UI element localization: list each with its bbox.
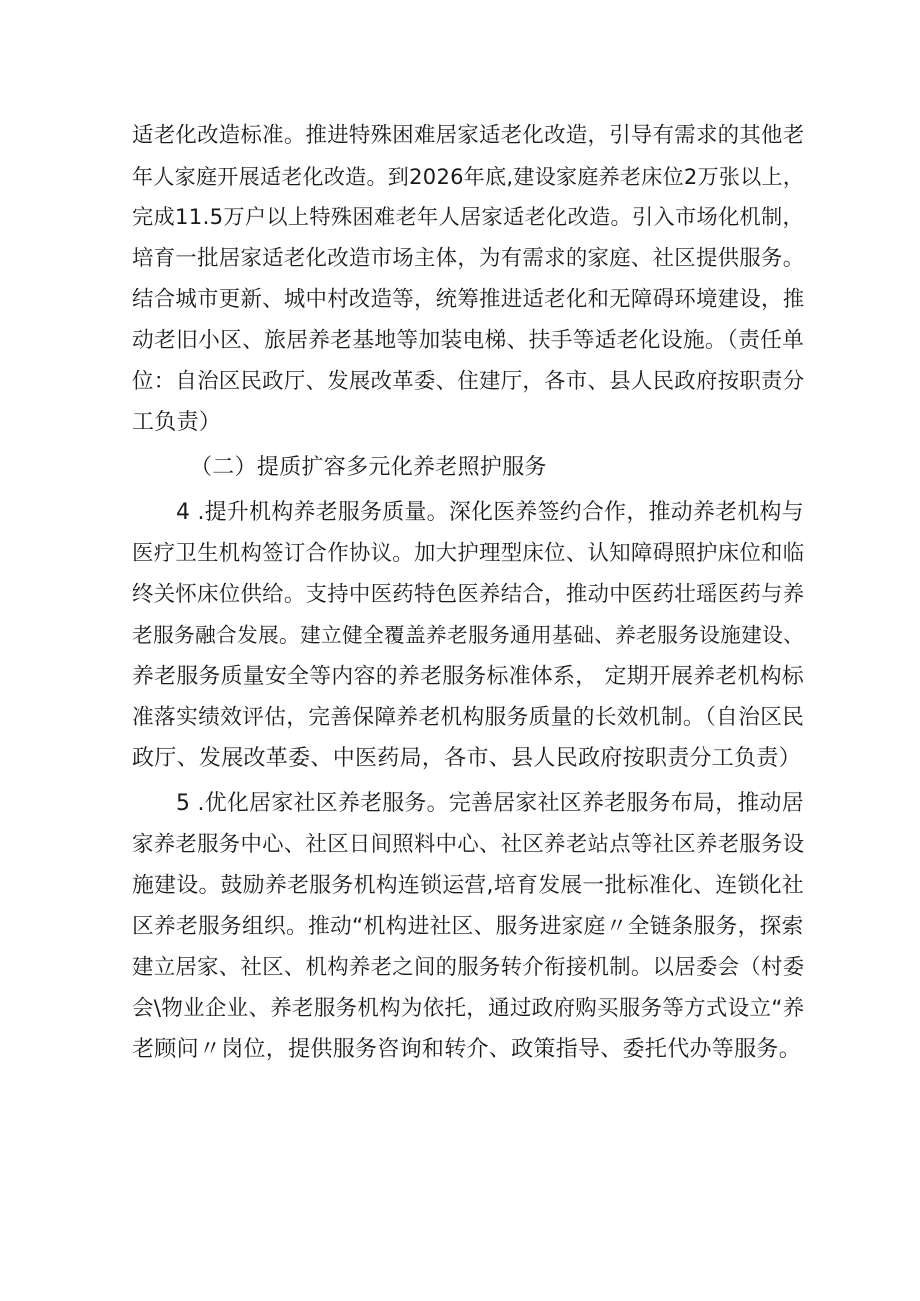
- text-line: 4 .提升机构养老服务质量。深化医养签约合作，推动养老机构与: [176, 500, 804, 525]
- text-line: 会\物业企业、养老服务机构为依托，通过政府购买服务等方式设立“养: [132, 996, 805, 1021]
- text-line: 政厅、发展改革委、中医药局，各市、县人民政府按职责分工负责）: [132, 746, 802, 771]
- text-line: 完成11.5万户以上特殊困难老年人居家适老化改造。引入市场化机制，: [132, 205, 804, 230]
- text-line: 终关怀床位供给。支持中医药特色医养结合，推动中医药壮瑶医药与养: [132, 582, 805, 607]
- paragraph-aging-renovation: [132, 115, 804, 443]
- text-line: 老服务融合发展。建立健全覆盖养老服务通用基础、养老服务设施建设、: [132, 623, 805, 647]
- text-line: 施建设。鼓励养老服务机构连锁运营,培育发展一批标准化、连锁化社: [132, 873, 805, 898]
- document-body: [132, 115, 804, 1070]
- text-line: 动老旧小区、旅居养老基地等加装电梯、扶手等适老化设施。（责任单: [132, 328, 805, 353]
- text-line: 家养老服务中心、社区日间照料中心、社区养老站点等社区养老服务设: [132, 832, 805, 857]
- paragraph-home-community: [132, 783, 804, 1070]
- text-line: 老顾问〃岗位，提供服务咨询和转介、政策指导、委托代办等服务。: [132, 1037, 802, 1062]
- paragraph-institution-quality: [132, 492, 804, 779]
- text-line: 医疗卫生机构签订合作协议。加大护理型床位、认知障碍照护床位和临: [132, 541, 805, 566]
- text-line: 准落实绩效评估，完善保障养老机构服务质量的长效机制。（自治区民: [132, 705, 805, 730]
- text-line: 养老服务质量安全等内容的养老服务标准体系， 定期开展养老机构标: [132, 664, 805, 689]
- text-line: 区养老服务组织。推动“机构进社区、服务进家庭〃全链条服务，探索: [132, 914, 804, 939]
- section-heading-2: （二）提质扩容多元化养老照护服务: [190, 455, 547, 480]
- text-line: 结合城市更新、城中村改造等，统筹推进适老化和无障碍环境建设，推: [132, 287, 805, 312]
- text-line: 年人家庭开展适老化改造。到2026年底,建设家庭养老床位2万张以上，: [132, 164, 805, 189]
- text-line: 5 .优化居家社区养老服务。完善居家社区养老服务布局，推动居: [176, 791, 804, 816]
- text-line: 培育一批居家适老化改造市场主体，为有需求的家庭、社区提供服务。: [132, 246, 805, 271]
- text-line: 位：自治区民政厅、发展改革委、住建厅，各市、县人民政府按职责分: [132, 369, 805, 394]
- text-line: 工负责）: [132, 410, 222, 435]
- text-line: 建立居家、社区、机构养老之间的服务转介衔接机制。以居委会（村委: [132, 955, 805, 980]
- text-line: 适老化改造标准。推进特殊困难居家适老化改造，引导有需求的其他老: [132, 123, 805, 148]
